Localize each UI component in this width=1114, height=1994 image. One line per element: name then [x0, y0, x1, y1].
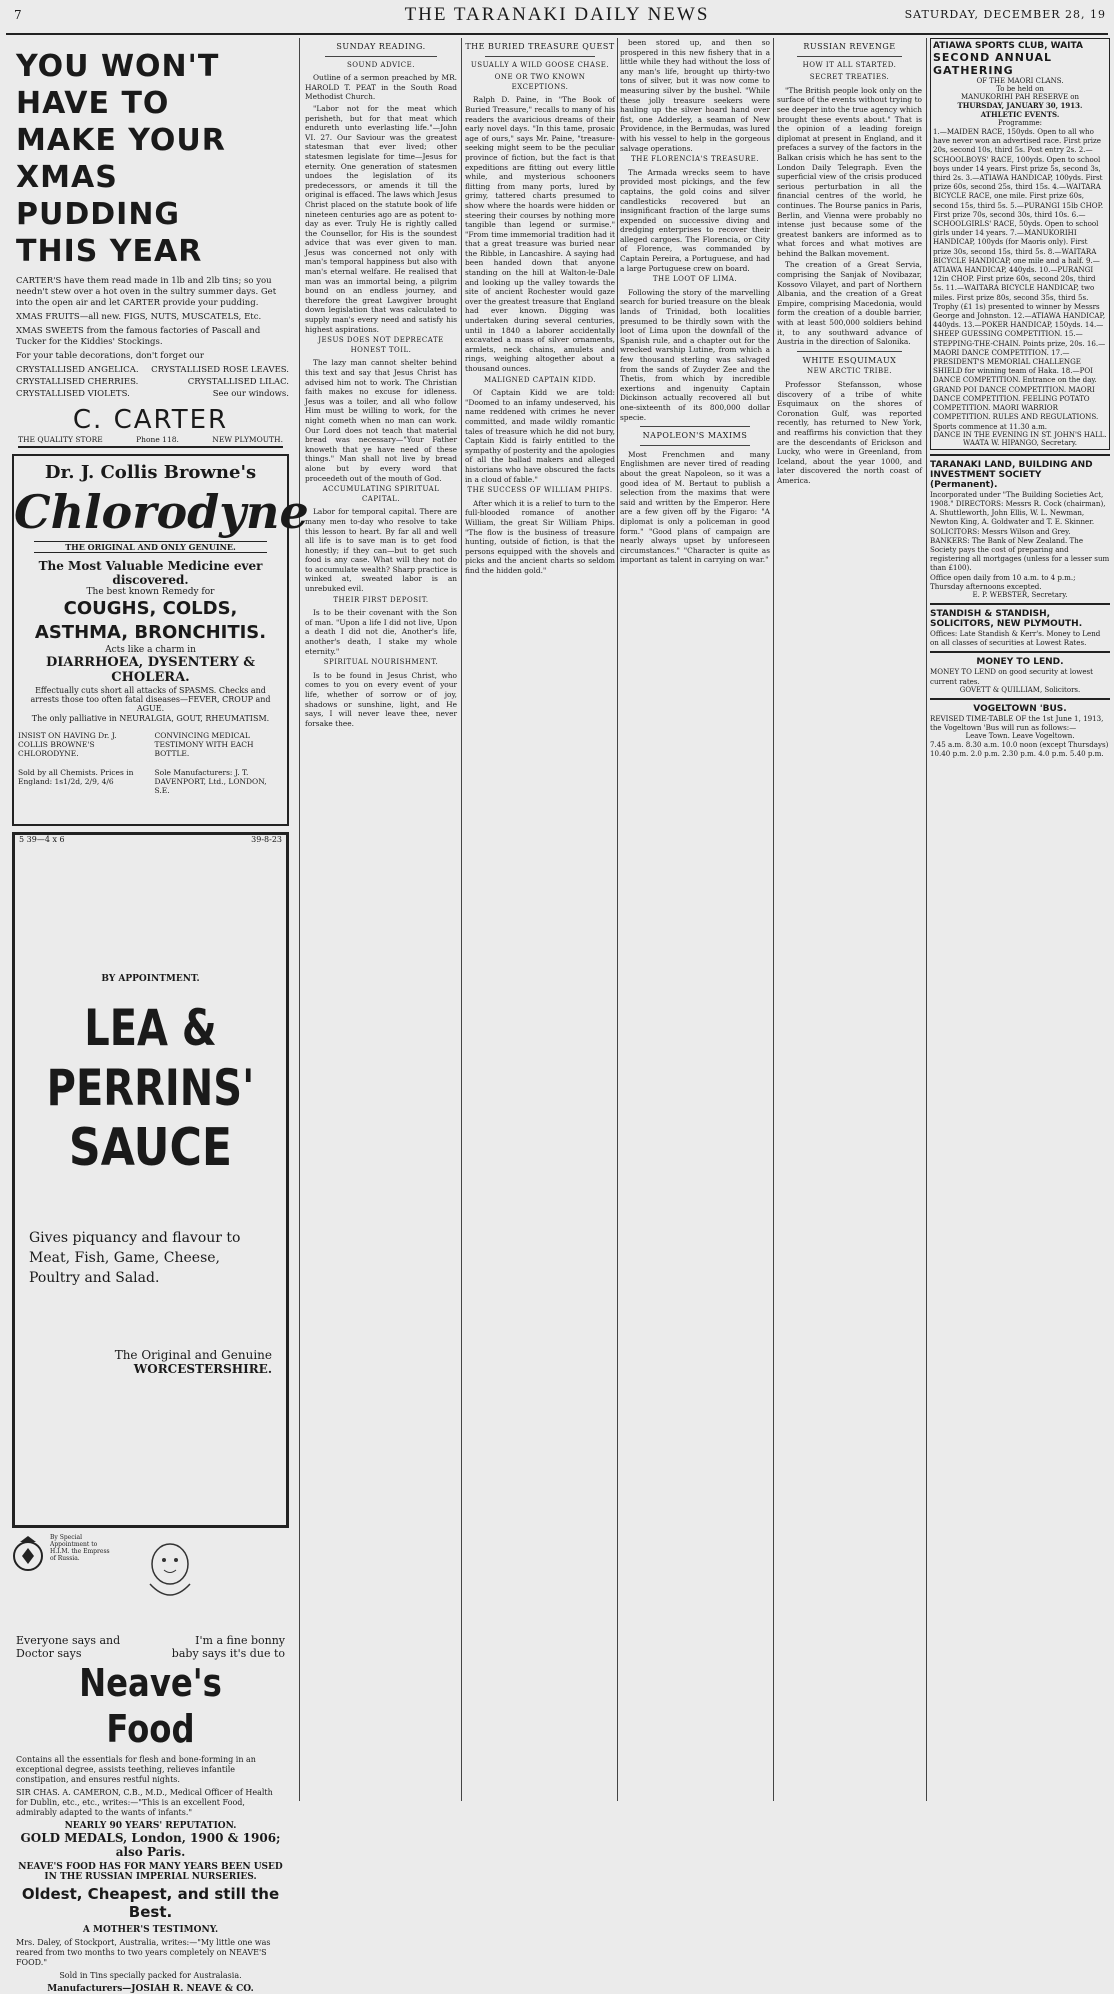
sports-notice	[930, 38, 1110, 450]
ad-diarrhoea: DIARRHOEA, DYSENTERY & CHOLERA.	[46, 655, 255, 685]
article-heading: NAPOLEON'S MAXIMS	[642, 431, 748, 441]
ad-makers: Manufacturers—JOSIAH R. NEAVE & CO.	[47, 1984, 254, 1994]
ad-body: CARTER'S have them read made in 1lb and 2lb tins; so you needn't stew over a hot oven in the sultry summer days. Get into the open air and let CARTER provide your pudding.	[16, 276, 277, 308]
gathering-of: OF THE MAORI CLANS.	[976, 77, 1064, 85]
ad-appointment: BY APPOINTMENT.	[101, 974, 200, 984]
article-subheading: MALIGNED CAPTAIN KIDD.	[483, 375, 597, 384]
ad-original: THE ORIGINAL AND ONLY GENUINE.	[34, 541, 267, 553]
standish-heading: STANDISH & STANDISH, SOLICITORS, NEW PLYMOUTH.	[930, 608, 1083, 629]
article-subheading: JESUS DOES NOT DEPRECATE HONEST TOIL.	[318, 336, 444, 354]
article-paragraph: Following the story of the marvelling search for buried treasure on the bleak lands of Trinidad, both localities presumed to be thirdly sown with the loot of Lima upon the downfall of the Spanish rule, and a chapter out for the wrecked warship Lutine, from which a few thousand sterling was salvaged from the sands of Zuyder Zee and the Thetis, from which by incredible exertions and ingenuity Captain Dickinson actually recovered all but one-sixteenth of its 800,000 dollar specie.	[620, 287, 770, 422]
article-subheading: THE SUCCESS OF WILLIAM PHIPS.	[467, 486, 613, 495]
article-subheading: USUALLY A WILD GOOSE CHASE.	[470, 60, 610, 69]
gathering-events: ATHLETIC EVENTS.	[980, 110, 1060, 119]
advertisement-column	[8, 38, 309, 1994]
society-heading: TARANAKI LAND, BUILDING AND INVESTMENT SOCIETY (Permanent).	[930, 459, 1093, 490]
article-paragraph: Of Captain Kidd we are told: "Doomed to an infamy undeserved, his name reddened with crimes he never committed, and made wildly romantic tales of treasure which he did not bury, Captain Kidd is fairly entitled to the sympathy of posterity and the apologies of all the ballad makers and alleged historians who have obscured the facts in a cloud of fable."	[465, 388, 615, 484]
gathering-held: To be held on	[996, 85, 1044, 93]
ad-headline: MAKE YOUR	[16, 123, 226, 158]
ad-reputation: NEARLY 90 YEARS' REPUTATION.	[64, 1821, 237, 1831]
masthead	[0, 0, 1114, 34]
ad-palliative: The only palliative in NEURALGIA, GOUT, RHEUMATISM.	[31, 714, 270, 723]
ad-mother-text: Mrs. Daley, of Stockport, Australia, writes:—"My little one was reared from two months to two years completely on NEAVE'S FOOD."	[16, 1938, 271, 1967]
ad-sweets: XMAS SWEETS from the famous factories of Pascall and Tucker for the Kiddies' Stockings.	[16, 326, 261, 347]
secretary: WAATA W. HIPANGO, Secretary.	[963, 438, 1077, 447]
ad-manufacturer: Sole Manufacturers: J. T. DAVENPORT, Ltd., LONDON, S.E.	[154, 768, 267, 795]
bus-leave: Leave Town. Leave Vogeltown.	[965, 732, 1075, 741]
ad-brand: Chlorodyne	[14, 485, 309, 539]
ad-brand: LEA & PERRINS'	[46, 999, 255, 1117]
column-rule	[461, 38, 462, 1801]
buried-treasure-article	[465, 38, 615, 1803]
money-heading: MONEY TO LEND.	[976, 657, 1064, 668]
money-solicitors: GOVETT & QUILLIAM, Solicitors.	[959, 685, 1081, 694]
ad-royal: NEAVE'S FOOD HAS FOR MANY YEARS BEEN USED IN THE RUSSIAN IMPERIAL NURSERIES.	[18, 1862, 283, 1882]
ad-product: SAUCE	[68, 1118, 233, 1178]
article-subheading: HOW IT ALL STARTED.	[802, 60, 897, 69]
standish-text: Offices: Late Standish & Kerr's. Money to Lend on all classes of securities at Lowest Rates.	[930, 628, 1101, 648]
shop-town: NEW PLYMOUTH.	[212, 435, 283, 444]
royal-crest-icon	[8, 1534, 48, 1582]
ad-left-caption: Everyone says and Doctor says	[16, 1634, 121, 1660]
ad-item: CRYSTALLISED CHERRIES.	[16, 377, 139, 387]
ad-asthma: ASTHMA, BRONCHITIS.	[34, 622, 267, 643]
ad-checks: Effectually cuts short all attacks of SPASMS. Checks and arrests those too often fatal diseases—FEVER, CROUP and AGUE.	[30, 686, 271, 713]
bus-heading: VOGELTOWN 'BUS.	[973, 703, 1067, 714]
bus-sub: REVISED TIME-TABLE OF the 1st June 1, 1913, the Vogeltown 'Bus will run as follows:—	[930, 713, 1104, 732]
bus-times: 7.45 a.m. 8.30 a.m. 10.0 noon (except Thursdays) 10.40 p.m. 2.0 p.m. 2.30 p.m. 4.0 p.m. 5.40 p.m.	[930, 740, 1109, 759]
ad-sold-in: Sold in Tins specially packed for Australasia.	[59, 1971, 242, 1980]
ad-code: 39-8-23	[251, 835, 282, 844]
ad-desc: Meat, Fish, Game, Cheese,	[29, 1250, 220, 1266]
shop-tagline: THE QUALITY STORE	[18, 435, 103, 444]
society-text: Incorporated under "The Building Societies Act, 1908." DIRECTORS: Messrs R. Cock (chairman), A. Shuttleworth, John Ellis, W. L. Newman, Newton King, A. Goldwater and T. E. Skinner. SOLICITORS: Messrs Wilson and Grey. BANKERS: The Bank of New Zealand. The Society pays the cost of preparing and registering all mortgages (unless for a lesser sum than £100).	[930, 489, 1110, 573]
programme-text: 1.—MAIDEN RACE, 150yds. Open to all who have never won an advertised race. First prize 20s, second 10s, third 5s. Post entry 2s. 2.—SCHOOLBOYS' RACE, 100yds. Open to school boys under 14 years. First prize 5s, second 3s, third 2s. 3.—ATIAWA HANDICAP, 100yds. First prize 60s, second 25s, third 15s. 4.—WAITARA BICYCLE RACE, one mile. First prize 60s, second 15s, third 5s. 5.—PURANGI 15lb CHOP. First prize 70s, second 30s, third 10s. 6.—SCHOOLGIRLS' RACE, 50yds. Open to school girls under 14 years. 7.—MANUKORIHI HANDICAP, 100yds (for Maoris only). First prize 30s, second 15s, third 5s. 8.—WAITARA BICYCLE HANDICAP, one mile and a half. 9.—ATIAWA HANDICAP, 440yds. 10.—PURANGI 12in CHOP. First prize 60s, second 20s, third 5s. 11.—WAITARA BICYCLE HANDICAP, two miles. First prize 80s, second 35s, third 5s. Trophy (£1 1s) presented to winner by Messrs George and Johnston. 12.—ATIAWA HANDICAP, 440yds. 13.—POKER HANDICAP, 150yds. 14.—SHEEP GUESSING COMPETITION. 15.—STEPPING-THE-CHAIN. Points prize, 20s. 16.—MAORI DANCE COMPETITION. 17.—PRESIDENT'S MEMORIAL CHALLENGE SHIELD for winning team of Haka. 18.—POI DANCE COMPETITION. Entrance on the day. GRAND POI DANCE COMPETITION. MAORI DANCE COMPETITION. FEELING POTATO COMPETITION. MAORI WARRIOR COMPETITION. RULES AND REGULATIONS. Sports commence at 11.30 a.m.	[933, 127, 1106, 431]
column-rule	[926, 38, 927, 1801]
dance-notice: DANCE IN THE EVENING IN ST. JOHN'S HALL.	[933, 430, 1107, 439]
ad-item: CRYSTALLISED ROSE LEAVES.	[151, 365, 289, 375]
society-office: Office open daily from 10 a.m. to 4 p.m.; Thursday afternoons excepted.	[930, 572, 1076, 591]
article-paragraph: After which it is a relief to turn to the full-blooded romance of another William, the great Sir William Phips. "The flow is the business of treasure hunting, outside of fiction, is that the persons equipped with the shovels and picks and the ancient charts so seldom find the hidden gold."	[465, 498, 615, 575]
article-subheading: ACCUMULATING SPIRITUAL CAPITAL.	[322, 485, 440, 503]
article-paragraph: The creation of a Great Servia, comprising the Sanjak of Novibazar, Kossovo Vilayet, and part of Northern Albania, and the creation of a Great Empire, comprising Macedonia, would form the creation of a double barrier, with at least 500,000 soldiers behind it, to any southward advance of Austria in the direction of Salonika.	[777, 260, 922, 347]
money-text: MONEY TO LEND on good security at lowest current rates.	[930, 667, 1094, 686]
article-paragraph: Labor for temporal capital. There are many men to-day who resolve to take this lesson to heart. By far all and well all life is to save man is to get food honestly; if they can—but to get such food is any case. What will they not do to accumulate wealth? Sharp practice is winked at, sweated labor is an unrebuked evil.	[305, 507, 457, 594]
article-paragraph: Professor Stefansson, whose discovery of a tribe of white Esquimaux on the shores of Coronation Gulf, was reported recently, has returned to New York, and reaffirms his conviction that they are the descendants of Erickson and Lucky, who were in Greenland, from Iceland, about the year 1000, and later discovered the north coast of America.	[777, 380, 922, 485]
club-name: ATIAWA SPORTS CLUB, WAITA	[933, 41, 1083, 51]
shop-phone: Phone 118.	[136, 435, 179, 444]
gathering-place: MANUKORIHI PAH RESERVE on	[960, 93, 1080, 101]
page-number: 7	[14, 8, 22, 22]
ad-genuine: The Original and Genuine	[114, 1348, 272, 1362]
article-paragraph: The lazy man cannot shelter behind this text and say that Jesus Christ has advised him not to work. The Christian faith makes no excuse for idleness. Jesus was a toiler, and all who follow Him must be willing to work, for the night cometh when no man can work. Our Lord does not teach that material bread was necessary—"Your Father knoweth that ye have need of these things." Man shall not live by bread alone but by every word that proceedeth out of the mouth of God.	[305, 358, 457, 483]
ad-item: See our windows.	[212, 389, 289, 399]
article-subheading: ONE OR TWO KNOWN EXCEPTIONS.	[494, 73, 586, 91]
article-subheading: NEW ARCTIC TRIBE.	[806, 367, 893, 376]
article-heading: WHITE ESQUIMAUX	[802, 355, 897, 365]
ad-item: CRYSTALLISED ANGELICA.	[16, 365, 139, 375]
article-paragraph: Most Frenchmen and many Englishmen are never tired of reading about the great Napoleon, so it was a good idea of M. Bertaut to publish a selection from the maxims that were said and written by the Emperor. Here are a few given off by the Figaro: "A diplomat is only a policeman in good form." "Good plans of campaign are nearly always upset by unforeseen circumstances." "Character is quite as important as talent in carrying on war."	[620, 449, 770, 565]
ad-claim: The Most Valuable Medicine ever discovered.	[38, 559, 263, 587]
ad-oldest: Oldest, Cheapest, and still the Best.	[21, 1885, 280, 1921]
russian-revenge-article	[777, 38, 922, 1803]
programme-label: Programme:	[997, 119, 1043, 127]
column-rule	[617, 38, 618, 1801]
shop-name: C. CARTER	[72, 405, 229, 435]
ad-contains: Contains all the essentials for flesh and bone-forming in an exceptional degree, assists teething, relieves infantile constipation, and ensures restful nights.	[16, 1755, 256, 1784]
baby-illustration-icon	[110, 1534, 230, 1604]
treasure-continued-article	[620, 38, 770, 1803]
ad-code: 5 39—4 x 6	[19, 835, 65, 844]
ad-charm: Acts like a charm in	[105, 645, 196, 655]
ad-item: CRYSTALLISED LILAC.	[187, 377, 289, 387]
ad-best-known: The best known Remedy for	[86, 587, 215, 597]
article-paragraph: "The British people look only on the surface of the events without trying to see deeper into the true agency which brought these events about." That is the opinion of a leading foreign diplomat at present in England, and it prefaces a survey of the factors in the Balkan crisis which he has sent to the London Daily Telegraph. Even the superficial view of the crisis produced serious perturbation in all the financial centres of the world, he continues. The Bourse panics in Paris, Berlin, and Vienna were probably no intense just because some of the greatest bankers are informed as to what forces and what motives are behind the Balkan movement.	[777, 85, 922, 258]
article-subheading: THE LOOT OF LIMA.	[652, 275, 738, 284]
ad-dont-forget: For your table decorations, don't forget our	[16, 351, 204, 361]
chlorodyne-ad	[12, 454, 309, 826]
article-paragraph: The Armada wrecks seem to have provided most pickings, and the few captains, the gold coins and silver candlesticks recovered but an insignificant fraction of the large sums expended on successive diving and dredging enterprises to recover their alleged cargoes. The Florencia, or City of Florence, was commanded by Captain Pereira, a Portuguese, and had a large Portuguese crew on board.	[620, 167, 770, 273]
article-paragraph: Is to be their covenant with the Son of man. "Upon a life I did not live, Upon a death I did not die, Another's life, another's death, I stake my whole eternity."	[305, 608, 457, 656]
society-secretary: E. P. WEBSTER, Secretary.	[972, 590, 1068, 599]
ad-appointment: By Special Appointment to H.I.M. the Empress of Russia.	[50, 1534, 110, 1562]
ad-headline: XMAS PUDDING	[16, 160, 181, 232]
ad-desc: Poultry and Salad.	[29, 1270, 160, 1286]
ad-brand: Neave's Food	[79, 1661, 222, 1751]
issue-date: SATURDAY, DECEMBER 28, 19	[904, 8, 1106, 21]
article-subheading: THE FLORENCIA'S TREASURE.	[631, 155, 759, 164]
ad-genuine: WORCESTERSHIRE.	[133, 1362, 272, 1376]
masthead-rule	[6, 33, 1108, 35]
article-intro: Outline of a sermon preached by MR. HAROLD T. PEAT in the South Road Methodist Church.	[305, 73, 457, 102]
ad-right-caption: I'm a fine bonny baby says it's due to	[171, 1634, 285, 1660]
gathering-title: SECOND ANNUAL GATHERING	[933, 51, 1053, 77]
ad-headline: YOU WON'T HAVE TO	[16, 49, 220, 121]
article-subheading: THEIR FIRST DEPOSIT.	[333, 595, 429, 604]
article-paragraph: been stored up, and then so prospered in this new fishery that in a little while they had without the loss of any man's life, brought up thirty-two tons of silver, but it was now come to measuring silver by the bushel. "While these jolly treasure seekers were hauling up the silver hoard hand over fist, one Adderley, a seaman of New Providence, in the Bermudas, was lured with his vessel to help in the gorgeous salvage operations.	[620, 38, 770, 153]
ad-medals: GOLD MEDALS, London, 1900 & 1906; also Paris.	[20, 1831, 281, 1859]
ad-testimony: CONVINCING MEDICAL TESTIMONY WITH EACH BOTTLE.	[154, 731, 254, 758]
xmas-pudding-ad	[8, 48, 293, 448]
ad-maker-name: Dr. J. Collis Browne's	[44, 462, 257, 483]
article-heading: THE BURIED TREASURE QUEST	[465, 42, 615, 51]
ad-desc: Gives piquancy and flavour to	[29, 1230, 241, 1246]
column-rule	[773, 38, 774, 1801]
ad-item: CRYSTALLISED VIOLETS.	[16, 389, 130, 399]
ad-coughs: COUGHS, COLDS,	[63, 598, 238, 619]
ad-sold: Sold by all Chemists. Prices in England: 1s1/2d, 2/9, 4/6	[18, 768, 134, 786]
article-paragraph: Ralph D. Paine, in "The Book of Buried Treasure," recalls to many of his readers the avaricious dreams of their early novel days. "In this tame, prosaic age of ours," says Mr. Paine, "treasure-seeking might seem to be the peculiar province of fiction, but the fact is that expeditions are fitting out every little while, and mysterious schooners flitting from many ports, lured by grimy, tattered charts presumed to show where the hoards were hidden or steering their courses by nothing more tangible than legend or surmise." "From time immemorial tradition had it that a great treasure was buried near the Ribble, in Lancashire. A saying had been handed down that anyone standing on the hill at Walton-le-Dale and looking up the valley towards the site of ancient Rochester would gaze over the greatest treasure that England had ever known. Digging was undertaken during several centuries, until in 1840 a laborer accidentally excavated a mass of silver ornaments, armlets, neck chains, amulets and rings, weighing altogether about a thousand ounces.	[465, 95, 615, 373]
ad-headline: THIS YEAR	[16, 234, 203, 269]
newspaper-title: THE TARANAKI DAILY NEWS	[404, 4, 710, 25]
lea-perrins-ad	[12, 832, 289, 1528]
neaves-food-ad	[8, 1534, 293, 1994]
article-subheading: SPIRITUAL NOURISHMENT.	[323, 658, 439, 667]
gathering-date: THURSDAY, JANUARY 30, 1913.	[957, 101, 1083, 110]
article-heading: SUNDAY READING.	[336, 42, 426, 51]
article-heading: RUSSIAN REVENGE	[803, 42, 896, 51]
ad-fruits: XMAS FRUITS—all new. FIGS, NUTS, MUSCATELS, Etc.	[16, 312, 262, 322]
article-subheading: SECRET TREATIES.	[809, 73, 890, 82]
ad-insist: INSIST ON HAVING Dr. J. COLLIS BROWNE'S CHLORODYNE.	[18, 731, 117, 758]
article-paragraph: "Labor not for the meat which perisheth, but for that meat which endureth unto everlasting life."—John VI. 27. Our Saviour was the greatest statesman that ever lived; other statesmen legislate for time—Jesus for eternity. One generation of statesmen undoes the legislation of its predecessors, or amends it till the original is effaced. The laws which Jesus Christ placed on the statute book of life nineteen centuries ago are as potent to-day as ever. Truly He is rightly called the Counsellor, for His is the soundest advice that was ever given to man. Jesus was concerned not only with man's temporal happiness but also with man's eternal welfare. He realised that man was an immortal being, a pilgrim bound on an endless journey, and therefore the great Lawgiver brought down legislation that was calculated to supply man's every need and satisfy his highest aspirations.	[305, 103, 457, 334]
ad-testimony: SIR CHAS. A. CAMERON, C.B., M.D., Medical Officer of Health for Dublin, etc., etc., writes:—"This is an excellent Food, admirably adapted to the wants of infants."	[16, 1788, 273, 1817]
ad-mothers-heading: A MOTHER'S TESTIMONY.	[82, 1925, 219, 1935]
sunday-reading-article	[305, 38, 457, 1803]
article-paragraph: Is to be found in Jesus Christ, who comes to you on every event of your life, whether of sorrow or of joy, shadows or sunshine, light, and He says, I will never leave thee, never forsake thee.	[305, 670, 457, 728]
notices-column	[930, 38, 1110, 1803]
article-subheading: SOUND ADVICE.	[347, 60, 415, 69]
column-rule	[299, 38, 300, 1801]
